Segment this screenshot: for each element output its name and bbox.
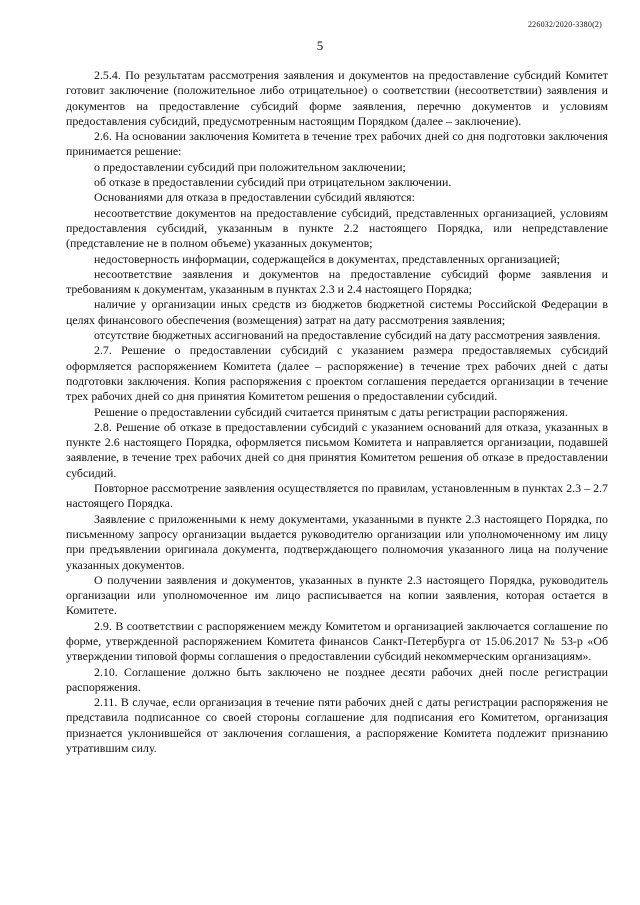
paragraph-ground-form-mismatch: несоответствие заявления и документов на предоставление субсидий форме заявления и требованиям к документам, указанным в пунктах 2.3 и 2.4 настоящего Порядка; xyxy=(66,266,608,297)
document-body xyxy=(66,68,608,756)
paragraph-ground-other-funds: наличие у организации иных средств из бюджетов бюджетной системы Российской Федерации в целях финансового обеспечения (возмещения) затрат на дату рассмотрения заявления; xyxy=(66,297,608,327)
paragraph-documents-return: Заявление с приложенными к нему документами, указанными в пункте 2.3 настоящего Порядка, по письменному запросу организации выдается руководителю организации или уполномоченному им лицу при предъявлении оригинала документа, подтверждающего полномочия указанного лица на получение указанных документов. xyxy=(66,511,608,572)
paragraph-2-6: 2.6. На основании заключения Комитета в течение трех рабочих дней со дня подготовки заключения принимается решение: xyxy=(66,129,608,159)
page-number: 5 xyxy=(316,38,324,53)
paragraph-2-10: 2.10. Соглашение должно быть заключено не позднее десяти рабочих дней после регистрации распоряжения. xyxy=(66,664,608,694)
paragraph-2-11: 2.11. В случае, если организация в течение пяти рабочих дней с даты регистрации распоряжения не представила подписанное со своей стороны соглашение для подписания его Комитетом, организация признается уклонившейся от заключения соглашения, а распоряжение Комитета подлежит признанию утратившим силу. xyxy=(66,695,608,756)
paragraph-decision-refuse: об отказе в предоставлении субсидий при отрицательном заключении. xyxy=(94,175,452,190)
paragraph-receipt-signature: О получении заявления и документов, указанных в пункте 2.3 настоящего Порядка, руководитель организации или уполномоченное им лицо расписывается на копии заявления, которая остается в Комитете. xyxy=(66,572,608,618)
document-number: 226032/2020-3380(2) xyxy=(527,20,602,29)
paragraph-decision-grant: о предоставлении субсидий при положительном заключении; xyxy=(94,159,406,174)
paragraph-2-5-4: 2.5.4. По результатам рассмотрения заявления и документов на предоставление субсидий Комитет готовит заключение (положительное либо отрицательное) о соответствии (несоответствии) заявления и документов на предоставление субсидий форме заявления, перечню документов и условиям предоставления субсидий, предусмотренным настоящим Порядком (далее – заключение). xyxy=(66,68,608,128)
paragraph-2-8: 2.8. Решение об отказе в предоставлении субсидий с указанием оснований для отказа, указанных в пункте 2.6 настоящего Порядка, оформляется письмом Комитета и направляется организации, подавшей заявление, в течение трех рабочих дней со дня принятия Комитетом решения об отказе в предоставлении субсидий. xyxy=(66,419,608,480)
paragraph-ground-no-allocations: отсутствие бюджетных ассигнований на предоставление субсидий на дату рассмотрения заявления. xyxy=(94,328,601,343)
paragraph-ground-nonconformity: несоответствие документов на предоставление субсидий, представленных организацией, условиям предоставления субсидий, указанным в пункте 2.2 настоящего Порядка, или непредставление (представление не в полном объеме) указанных документов; xyxy=(66,205,608,251)
paragraph-2-9: 2.9. В соответствии с распоряжением между Комитетом и организацией заключается соглашение по форме, утвержденной распоряжением Комитета финансов Санкт-Петербурга от 15.06.2017 № 53-р «Об утверждении типовой формы соглашения о предоставлении субсидий некоммерческим организациям». xyxy=(66,618,608,664)
paragraph-decision-date: Решение о предоставлении субсидий считается принятым с даты регистрации распоряжения. xyxy=(94,404,568,419)
paragraph-ground-unreliable-info: недостоверность информации, содержащейся в документах, представленных организацией; xyxy=(94,251,561,266)
paragraph-repeat-review: Повторное рассмотрение заявления осуществляется по правилам, установленным в пунктах 2.3 – 2.7 настоящего Порядка. xyxy=(66,481,608,511)
paragraph-refusal-grounds: Основаниями для отказа в предоставлении субсидий являются: xyxy=(94,190,415,205)
paragraph-2-7: 2.7. Решение о предоставлении субсидий с указанием размера предоставляемых субсидий оформляется распоряжением Комитета (далее – распоряжение) в течение трех рабочих дней с даты подготовки заключения. Копия распоряжения с проектом соглашения передается организации в течение трех рабочих дней со дня принятия Комитетом решения о предоставлении субсидий. xyxy=(66,343,608,404)
